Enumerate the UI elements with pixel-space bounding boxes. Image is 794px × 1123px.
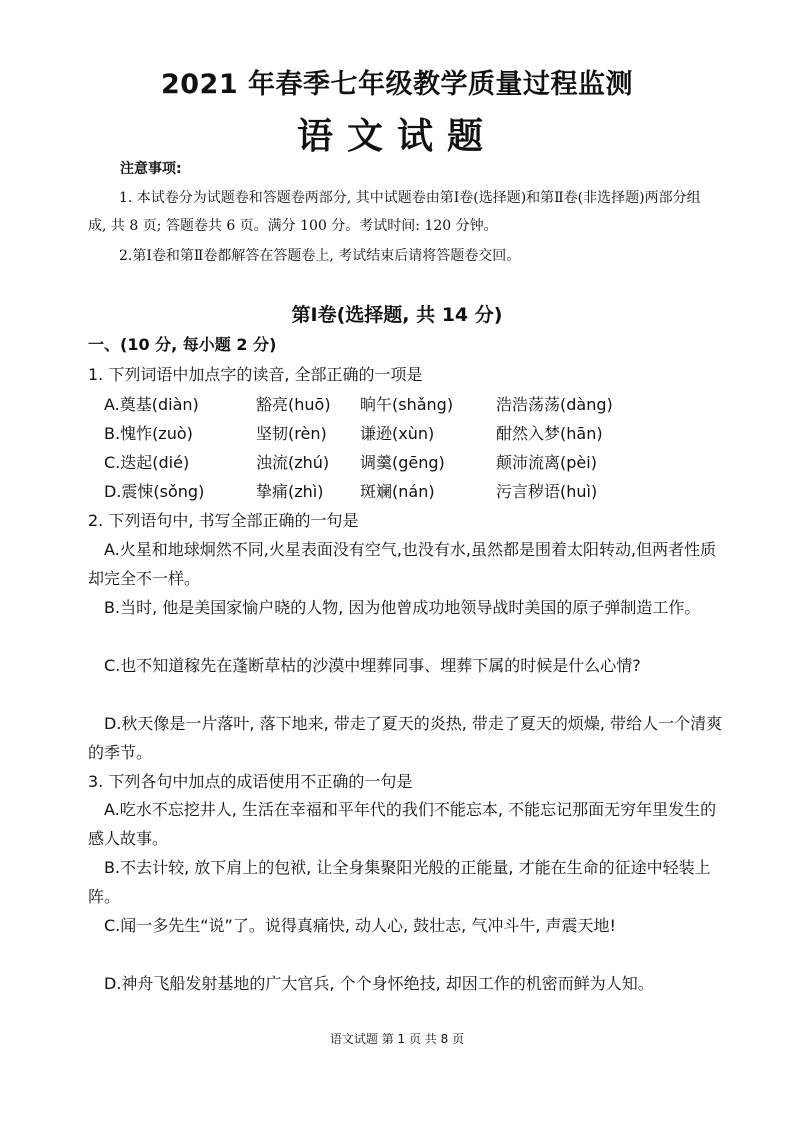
option-row-b	[104, 421, 724, 450]
option-row-a	[104, 392, 724, 421]
option-cell: 浩浩荡荡(dàng)	[496, 395, 613, 414]
option-cell: 酣然入梦(hān)	[496, 424, 603, 443]
option-cell: 污言秽语(huì)	[496, 482, 598, 501]
option-cell: A.奠基(diàn)	[104, 395, 199, 414]
option-cell: 坚韧(rèn)	[256, 424, 327, 443]
section-title: 第Ⅰ卷(选择题, 共 14 分)	[291, 304, 503, 326]
question-3-option-b: B.不去计较, 放下肩上的包袱, 让全身集聚阳光般的正能量, 才能在生命的征途中轻装上阵。	[88, 858, 711, 906]
question-3-stem: 3. 下列各句中加点的成语使用不正确的一句是	[88, 772, 413, 791]
option-cell: D.震悚(sǒng)	[104, 482, 205, 501]
question-1-options	[104, 392, 724, 508]
option-cell: 晌午(shǎng)	[360, 395, 454, 414]
part-heading: 一、(10 分, 每小题 2 分)	[88, 335, 277, 354]
option-cell: C.迭起(dié)	[104, 453, 190, 472]
question-2-option-c: C.也不知道稼先在蓬断草枯的沙漠中埋葬同事、埋葬下属的时候是什么心情?	[104, 656, 641, 675]
option-cell: 调羹(gēng)	[360, 453, 445, 472]
question-2-option-b: B.当时, 他是美国家愉户晓的人物, 因为他曾成功地领导战时美国的原子弹制造工作。	[104, 598, 701, 617]
option-cell: 谦逊(xùn)	[360, 424, 435, 443]
question-2-option-a: A.火星和地球炯然不同,火星表面没有空气,也没有水,虽然都是围着太阳转动,但两者性质却完全不一样。	[88, 540, 717, 588]
question-2-stem: 2. 下列语句中, 书写全部正确的一句是	[88, 511, 359, 530]
notice-item-1: 1. 本试卷分为试题卷和答题卷两部分, 其中试题卷由第Ⅰ卷(选择题)和第Ⅱ卷(非选择题)两部分组成, 共 8 页; 答题卷共 6 页。满分 100 分。考试时间: 120 分钟。	[88, 190, 701, 234]
question-2-option-d: D.秋天像是一片落叶, 落下地来, 带走了夏天的炎热, 带走了夏天的烦燥, 带给人一个清爽的季节。	[88, 714, 723, 762]
option-cell: 挚痛(zhì)	[256, 482, 324, 501]
option-cell: 斑斓(nán)	[360, 482, 435, 501]
question-3-option-d: D.神舟飞船发射基地的广大官兵, 个个身怀绝技, 却因工作的机密而鲜为人知。	[104, 974, 654, 993]
option-row-d	[104, 479, 724, 508]
option-cell: 浊流(zhú)	[256, 453, 330, 472]
option-row-c	[104, 450, 724, 479]
notice-item-2: 2.第Ⅰ卷和第Ⅱ卷都解答在答题卷上, 考试结束后请将答题卷交回。	[119, 248, 521, 264]
option-cell: B.愧怍(zuò)	[104, 424, 193, 443]
page-footer: 语文试题 第 1 页 共 8 页	[329, 1032, 465, 1046]
question-3-option-c: C.闻一多先生“说”了。说得真痛快, 动人心, 鼓壮志, 气冲斗牛, 声震天地!	[104, 916, 616, 935]
question-3-option-a: A.吃水不忘挖井人, 生活在幸福和平年代的我们不能忘本, 不能忘记那面无穷年里发生的感人故事。	[88, 800, 717, 848]
page-subtitle: 语文试题	[296, 116, 497, 157]
question-1-stem: 1. 下列词语中加点字的读音, 全部正确的一项是	[88, 365, 423, 384]
page-title: 2021 年春季七年级教学质量过程监测	[160, 69, 634, 100]
option-cell: 豁亮(huō)	[256, 395, 331, 414]
notice-heading: 注意事项:	[120, 161, 182, 177]
option-cell: 颠沛流离(pèi)	[496, 453, 597, 472]
